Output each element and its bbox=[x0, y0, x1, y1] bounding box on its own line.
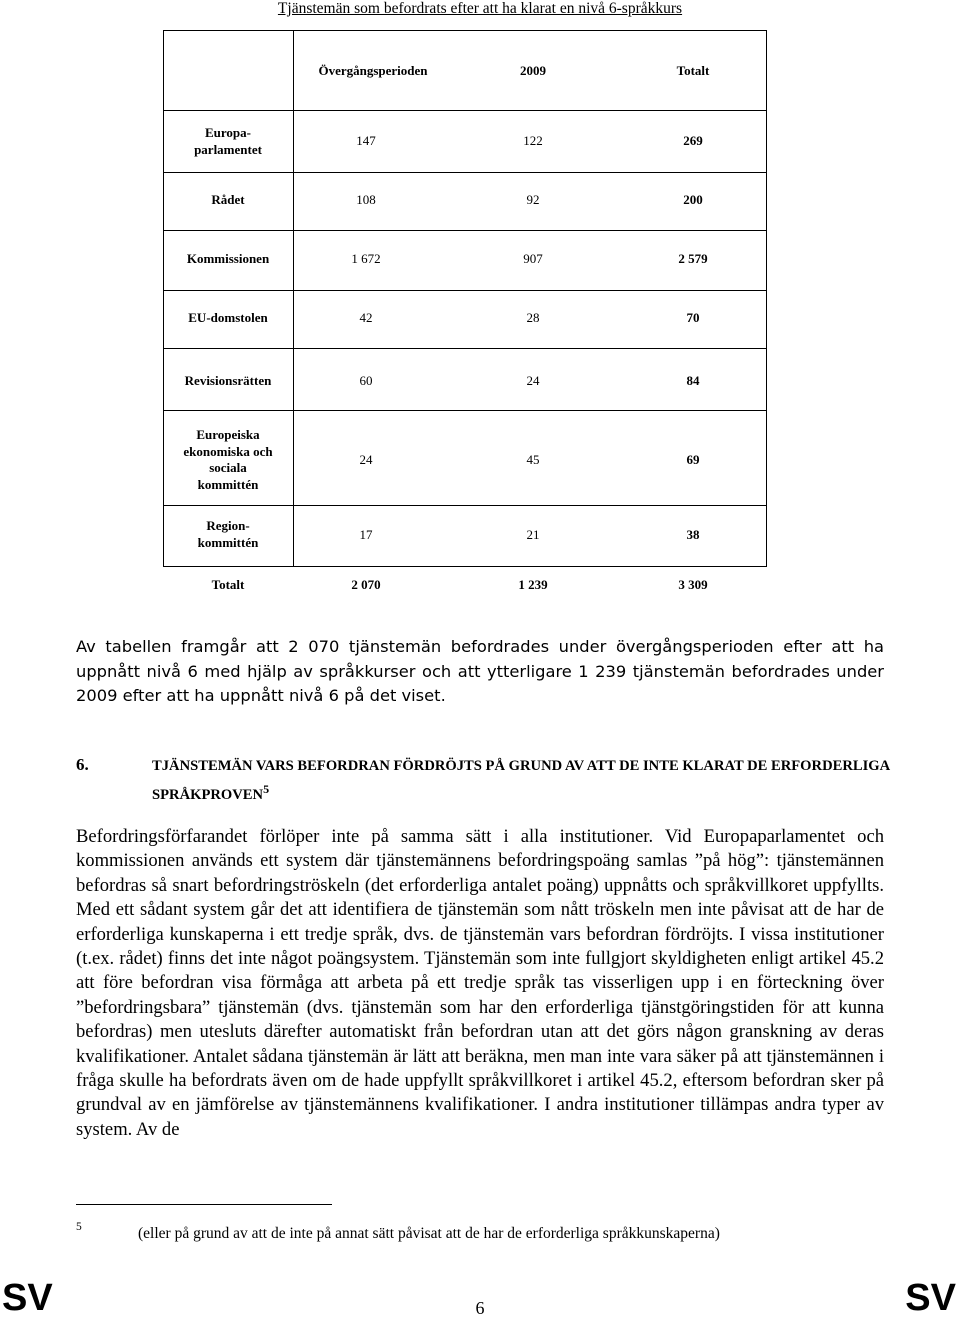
table-cell-total: 2 579 bbox=[678, 251, 708, 266]
table-row-label: Revisionsrätten bbox=[184, 373, 272, 388]
body-paragraph bbox=[76, 825, 884, 1142]
table-cell-total: 70 bbox=[686, 310, 700, 325]
table-cell-total: 269 bbox=[683, 133, 703, 148]
table-cell: 24 bbox=[526, 373, 540, 388]
table-row-label: Kommissionen bbox=[186, 251, 270, 266]
section-title: TJÄNSTEMÄN VARS BEFORDRAN FÖRDRÖJTS PÅ GRUND AV ATT DE INTE KLARAT DE ERFORDERLIGA SPRÅKPROVEN$^5$ bbox=[152, 758, 890, 803]
table-row-label: EU-domstolen bbox=[188, 310, 268, 325]
section-number: 6. bbox=[76, 755, 89, 774]
page-number: 6 bbox=[475, 1298, 485, 1318]
table-cell: 1 672 bbox=[351, 251, 381, 266]
footnote-text: (eller på grund av att de inte på annat sätt påvisat att de har de erforderliga språkkunskaperna) bbox=[138, 1225, 720, 1242]
body-text: Vid Europaparlamentet och kommissionen används ett system där tjänstemännens befordringspoäng samlas ”på hög”: tjänstemännen befordras så snart befordringströskeln (det erforderliga antalet poäng) uppnåtts och språkvillkoret uppfyllts. Med ett sådant system går det att identifiera de tjänstemän som nått tröskeln men inte påvisat att de har de erforderliga kunskaperna i ett tredje språk, dvs. de tjänstemän vars befordran fördröjts. I vissa institutioner (t.ex. rådet) finns det inte något poängsystem. Tjänstemän som inte fullgjort skyldigheten enligt artikel 45.2 att före befordran visa förmåga att arbeta på ett tredje språk tas visserligen upp i en förteckning över ”befordringsbara” tjänstemän (dvs. tjänstemän som har den erforderliga tjänstgöringstiden för att kunna befordras) men utesluts därefter automatiskt från befordran utan att det görs någon granskning av deras kvalifikationer. Antalet sådana tjänstemän är lätt att beräkna, men man inte vara säker på att tjänstemännen i fråga skulle ha befordrats även om de hade uppfyllt språkvillkoret i artikel 45.2, eftersom befordran sker på grundval av en jämförelse av tjänstemännens kvalifikationer. I andra institutioner tillämpas andra typer av system. Av de bbox=[76, 826, 884, 1140]
table-totals-cell: 3 309 bbox=[678, 577, 708, 592]
footnote-separator bbox=[76, 1204, 332, 1205]
table-totals-cell: 1 239 bbox=[518, 577, 548, 592]
table-cell: 907 bbox=[523, 251, 543, 266]
summary-paragraph: Av tabellen framgår att 2 070 tjänstemän befordrades under övergångsperioden efter att ha uppnått nivå 6 med hjälp av språkkurser och att ytterligare 1 239 tjänstemän befordrades under 2009 efter att ha uppnått nivå 6 på det viset. bbox=[76, 637, 884, 705]
table-totals-label: Totalt bbox=[211, 577, 245, 592]
table-row-label: Region- kommittén bbox=[197, 518, 259, 550]
table-cell: 60 bbox=[359, 373, 373, 388]
table-cell: 122 bbox=[523, 133, 543, 148]
table-cell: 17 bbox=[359, 527, 373, 542]
table-row-label: Rådet bbox=[211, 192, 245, 207]
table-cell: 42 bbox=[359, 310, 373, 325]
footnote-ref: 5 bbox=[263, 782, 270, 796]
table-header-total: Totalt bbox=[676, 63, 710, 78]
body-lead: Befordringsförfarandet förlöper inte på samma sätt i alla institutioner. bbox=[76, 826, 654, 847]
table-cell: 28 bbox=[526, 310, 540, 325]
footnote-number: 5 bbox=[76, 1221, 82, 1233]
table-cell: 92 bbox=[526, 192, 540, 207]
language-code-right: SV bbox=[905, 1277, 956, 1319]
table-header-transition: Övergångsperioden bbox=[318, 63, 428, 78]
table-cell: 108 bbox=[356, 192, 376, 207]
table-cell: 45 bbox=[526, 452, 540, 467]
table-row-label: Europeiska ekonomiska och sociala kommittén bbox=[183, 427, 273, 492]
table-header-year: 2009 bbox=[520, 63, 546, 78]
table-cell-total: 69 bbox=[686, 452, 700, 467]
table-cell: 24 bbox=[359, 452, 373, 467]
table-cell: 21 bbox=[526, 527, 540, 542]
table-cell: 147 bbox=[356, 133, 376, 148]
table-cell-total: 200 bbox=[683, 192, 703, 207]
table-totals-cell: 2 070 bbox=[351, 577, 381, 592]
table-cell-total: 38 bbox=[686, 527, 700, 542]
table-caption: Tjänstemän som befordrats efter att ha klarat en nivå 6-språkkurs bbox=[277, 0, 683, 17]
table-row-label: Europa- parlamentet bbox=[194, 125, 262, 157]
language-code-left: SV bbox=[2, 1277, 53, 1319]
table-cell-total: 84 bbox=[686, 373, 700, 388]
